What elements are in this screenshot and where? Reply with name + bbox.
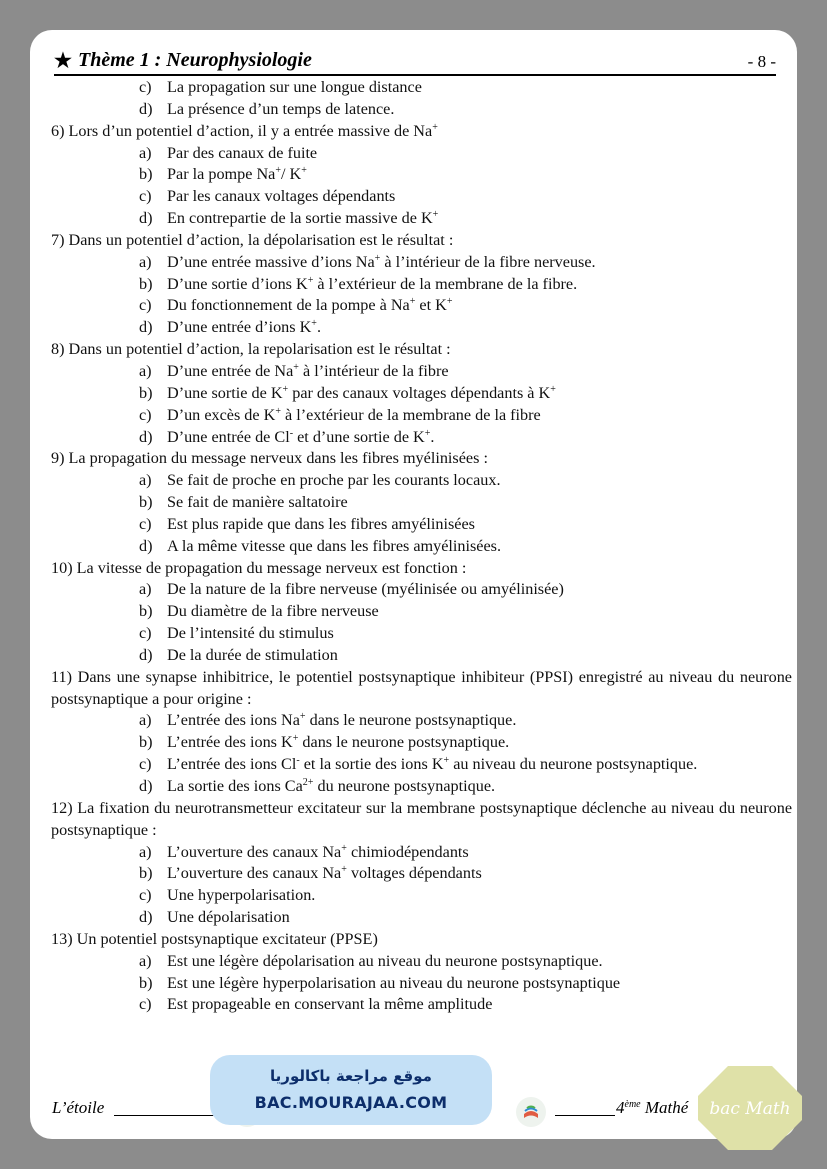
option-letter: b) bbox=[139, 733, 153, 752]
footer-class-text: 4ème Mathé bbox=[616, 1098, 689, 1117]
site-banner[interactable] bbox=[210, 1055, 492, 1125]
question-9-stem: 9) La propagation du message nerveux dans les fibres myélinisées : bbox=[51, 449, 488, 468]
option-letter: a) bbox=[139, 842, 152, 861]
option-text: Par des canaux de fuite bbox=[167, 143, 318, 162]
question-13-option bbox=[51, 951, 792, 973]
question-10-option bbox=[51, 579, 792, 601]
question-6-stem: 6) Lors d’un potentiel d’action, il y a entrée massive de Na+ bbox=[51, 121, 438, 140]
page-sheet bbox=[30, 30, 797, 1139]
question-5-option bbox=[51, 77, 792, 99]
option-text: L’ouverture des canaux Na+ chimiodépendants bbox=[167, 842, 469, 861]
question-10-option bbox=[51, 623, 792, 645]
option-letter: a) bbox=[139, 951, 152, 970]
option-letter: b) bbox=[139, 864, 153, 883]
question-11-option bbox=[51, 710, 792, 732]
option-letter: c) bbox=[139, 296, 152, 315]
banner-logo-right-icon bbox=[516, 1097, 546, 1127]
badge-text: bac Math bbox=[709, 1099, 791, 1119]
option-letter: c) bbox=[139, 514, 152, 533]
question-9-option bbox=[51, 514, 792, 536]
question-13-stem: 13) Un potentiel postsynaptique excitateur (PPSE) bbox=[51, 929, 378, 948]
option-letter: c) bbox=[139, 624, 152, 643]
option-letter: d) bbox=[139, 645, 153, 664]
option-text: L’entrée des ions K+ dans le neurone postsynaptique. bbox=[167, 733, 510, 752]
option-text: L’ouverture des canaux Na+ voltages dépendants bbox=[167, 864, 482, 883]
option-text: De l’intensité du stimulus bbox=[167, 624, 334, 643]
theme-title: Thème 1 : Neurophysiologie bbox=[78, 49, 312, 71]
question-7-option bbox=[51, 295, 792, 317]
option-text: Une hyperpolarisation. bbox=[167, 886, 316, 905]
option-letter: d) bbox=[139, 318, 153, 337]
question-6-option bbox=[51, 164, 792, 186]
option-text: Est plus rapide que dans les fibres amyélinisées bbox=[167, 514, 475, 533]
question-7-option bbox=[51, 317, 792, 339]
option-text: De la nature de la fibre nerveuse (myélinisée ou amyélinisée) bbox=[167, 580, 564, 599]
option-letter: d) bbox=[139, 777, 153, 795]
option-letter: d) bbox=[139, 209, 153, 228]
question-7-option bbox=[51, 252, 792, 274]
question-6-option bbox=[51, 186, 792, 208]
option-text: Se fait de proche en proche par les courants locaux. bbox=[167, 471, 501, 490]
question-6-option bbox=[51, 208, 792, 230]
footer-rule-left bbox=[114, 1115, 229, 1116]
question-11-option bbox=[51, 732, 792, 754]
question-11-stem: 11) Dans une synapse inhibitrice, le potentiel postsynaptique inhibiteur (PPSI) enregistré au niveau du neurone postsynaptique a pour origine : bbox=[51, 667, 792, 708]
option-letter: a) bbox=[139, 580, 152, 599]
option-text: A la même vitesse que dans les fibres amyélinisées. bbox=[167, 536, 502, 555]
option-text: D’une entrée de Cl- et d’une sortie de K+. bbox=[167, 427, 435, 446]
footer-school: L’étoile bbox=[52, 1098, 105, 1117]
page-header bbox=[54, 48, 776, 76]
question-13-option bbox=[51, 994, 792, 1016]
option-text: D’une sortie de K+ par des canaux voltages dépendants à K+ bbox=[167, 383, 556, 402]
footer-rule-right bbox=[555, 1115, 615, 1116]
option-letter: c) bbox=[139, 995, 152, 1014]
question-10-option bbox=[51, 601, 792, 623]
banner-url-link[interactable]: BAC.MOURAJAA.COM bbox=[254, 1093, 448, 1112]
option-letter: c) bbox=[139, 886, 152, 905]
question-7-stem: 7) Dans un potentiel d’action, la dépolarisation est le résultat : bbox=[51, 230, 454, 249]
question-8-option bbox=[51, 405, 792, 427]
option-letter: c) bbox=[139, 78, 152, 96]
question-13-option bbox=[51, 973, 792, 995]
option-letter: a) bbox=[139, 711, 152, 730]
option-letter: d) bbox=[139, 536, 153, 555]
option-text: Une dépolarisation bbox=[167, 908, 290, 927]
question-8-option bbox=[51, 427, 792, 449]
question-9-option bbox=[51, 470, 792, 492]
question-12-option bbox=[51, 863, 792, 885]
option-text: La présence d’un temps de latence. bbox=[167, 99, 395, 118]
question-12-stem: 12) La fixation du neurotransmetteur excitateur sur la membrane postsynaptique déclenche au niveau du neurone postsynaptique : bbox=[51, 798, 792, 839]
star-icon: ★ bbox=[54, 50, 72, 72]
option-text: Est une légère hyperpolarisation au niveau du neurone postsynaptique bbox=[167, 973, 621, 992]
option-text: L’entrée des ions Cl- et la sortie des ions K+ au niveau du neurone postsynaptique. bbox=[167, 755, 698, 774]
option-text: D’une sortie d’ions K+ à l’extérieur de la membrane de la fibre. bbox=[167, 274, 578, 293]
option-text: D’une entrée massive d’ions Na+ à l’intérieur de la fibre nerveuse. bbox=[167, 252, 596, 271]
question-8-stem: 8) Dans un potentiel d’action, la repolarisation est le résultat : bbox=[51, 340, 451, 359]
option-letter: a) bbox=[139, 361, 152, 380]
question-8-option bbox=[51, 361, 792, 383]
question-9-option bbox=[51, 492, 792, 514]
option-letter: c) bbox=[139, 405, 152, 424]
option-letter: b) bbox=[139, 274, 153, 293]
option-letter: d) bbox=[139, 908, 153, 927]
option-letter: a) bbox=[139, 471, 152, 490]
option-text: La propagation sur une longue distance bbox=[167, 78, 422, 96]
question-6-option bbox=[51, 143, 792, 165]
option-letter: c) bbox=[139, 187, 152, 206]
option-text: De la durée de stimulation bbox=[167, 645, 338, 664]
question-5-option bbox=[51, 99, 792, 121]
question-12-option bbox=[51, 885, 792, 907]
option-text: La sortie des ions $Ca^{2+}$ du neurone postsynaptique. bbox=[167, 777, 496, 795]
option-text: Est une légère dépolarisation au niveau du neurone postsynaptique. bbox=[167, 951, 603, 970]
question-7-option bbox=[51, 274, 792, 296]
option-letter: b) bbox=[139, 383, 153, 402]
option-text: Est propageable en conservant la même amplitude bbox=[167, 995, 493, 1014]
option-letter: d) bbox=[139, 99, 153, 118]
question-12-option bbox=[51, 907, 792, 929]
question-11-option bbox=[51, 776, 792, 798]
page-number: - 8 - bbox=[747, 52, 776, 71]
option-letter: a) bbox=[139, 143, 152, 162]
question-9-option bbox=[51, 536, 792, 558]
banner-arabic-title: موقع مراجعة باكالوريا bbox=[270, 1067, 432, 1085]
option-letter: d) bbox=[139, 427, 153, 446]
option-text: D’une entrée d’ions K+. bbox=[167, 318, 321, 337]
option-letter: b) bbox=[139, 493, 153, 512]
question-12-option bbox=[51, 842, 792, 864]
quiz-content bbox=[51, 77, 792, 1016]
option-text: Se fait de manière saltatoire bbox=[167, 493, 348, 512]
option-text: En contrepartie de la sortie massive de K+ bbox=[167, 209, 439, 228]
option-text: Par la pompe Na+/ K+ bbox=[167, 165, 307, 184]
option-letter: b) bbox=[139, 973, 153, 992]
option-text: Du diamètre de la fibre nerveuse bbox=[167, 602, 379, 621]
option-text: Par les canaux voltages dépendants bbox=[167, 187, 396, 206]
question-8-option bbox=[51, 383, 792, 405]
question-10-stem: 10) La vitesse de propagation du message nerveux est fonction : bbox=[51, 558, 467, 577]
option-letter: b) bbox=[139, 165, 153, 184]
question-11-option bbox=[51, 754, 792, 776]
option-letter: b) bbox=[139, 602, 153, 621]
option-letter: c) bbox=[139, 755, 152, 774]
question-10-option bbox=[51, 645, 792, 667]
option-text: Du fonctionnement de la pompe à Na+ et K+ bbox=[167, 296, 453, 315]
option-letter: a) bbox=[139, 252, 152, 271]
bac-math-badge bbox=[698, 1066, 802, 1150]
option-text: L’entrée des ions Na+ dans le neurone postsynaptique. bbox=[167, 711, 517, 730]
footer-class bbox=[616, 1098, 688, 1118]
option-text: D’une entrée de Na+ à l’intérieur de la fibre bbox=[167, 361, 449, 380]
option-text: D’un excès de K+ à l’extérieur de la membrane de la fibre bbox=[167, 405, 541, 424]
